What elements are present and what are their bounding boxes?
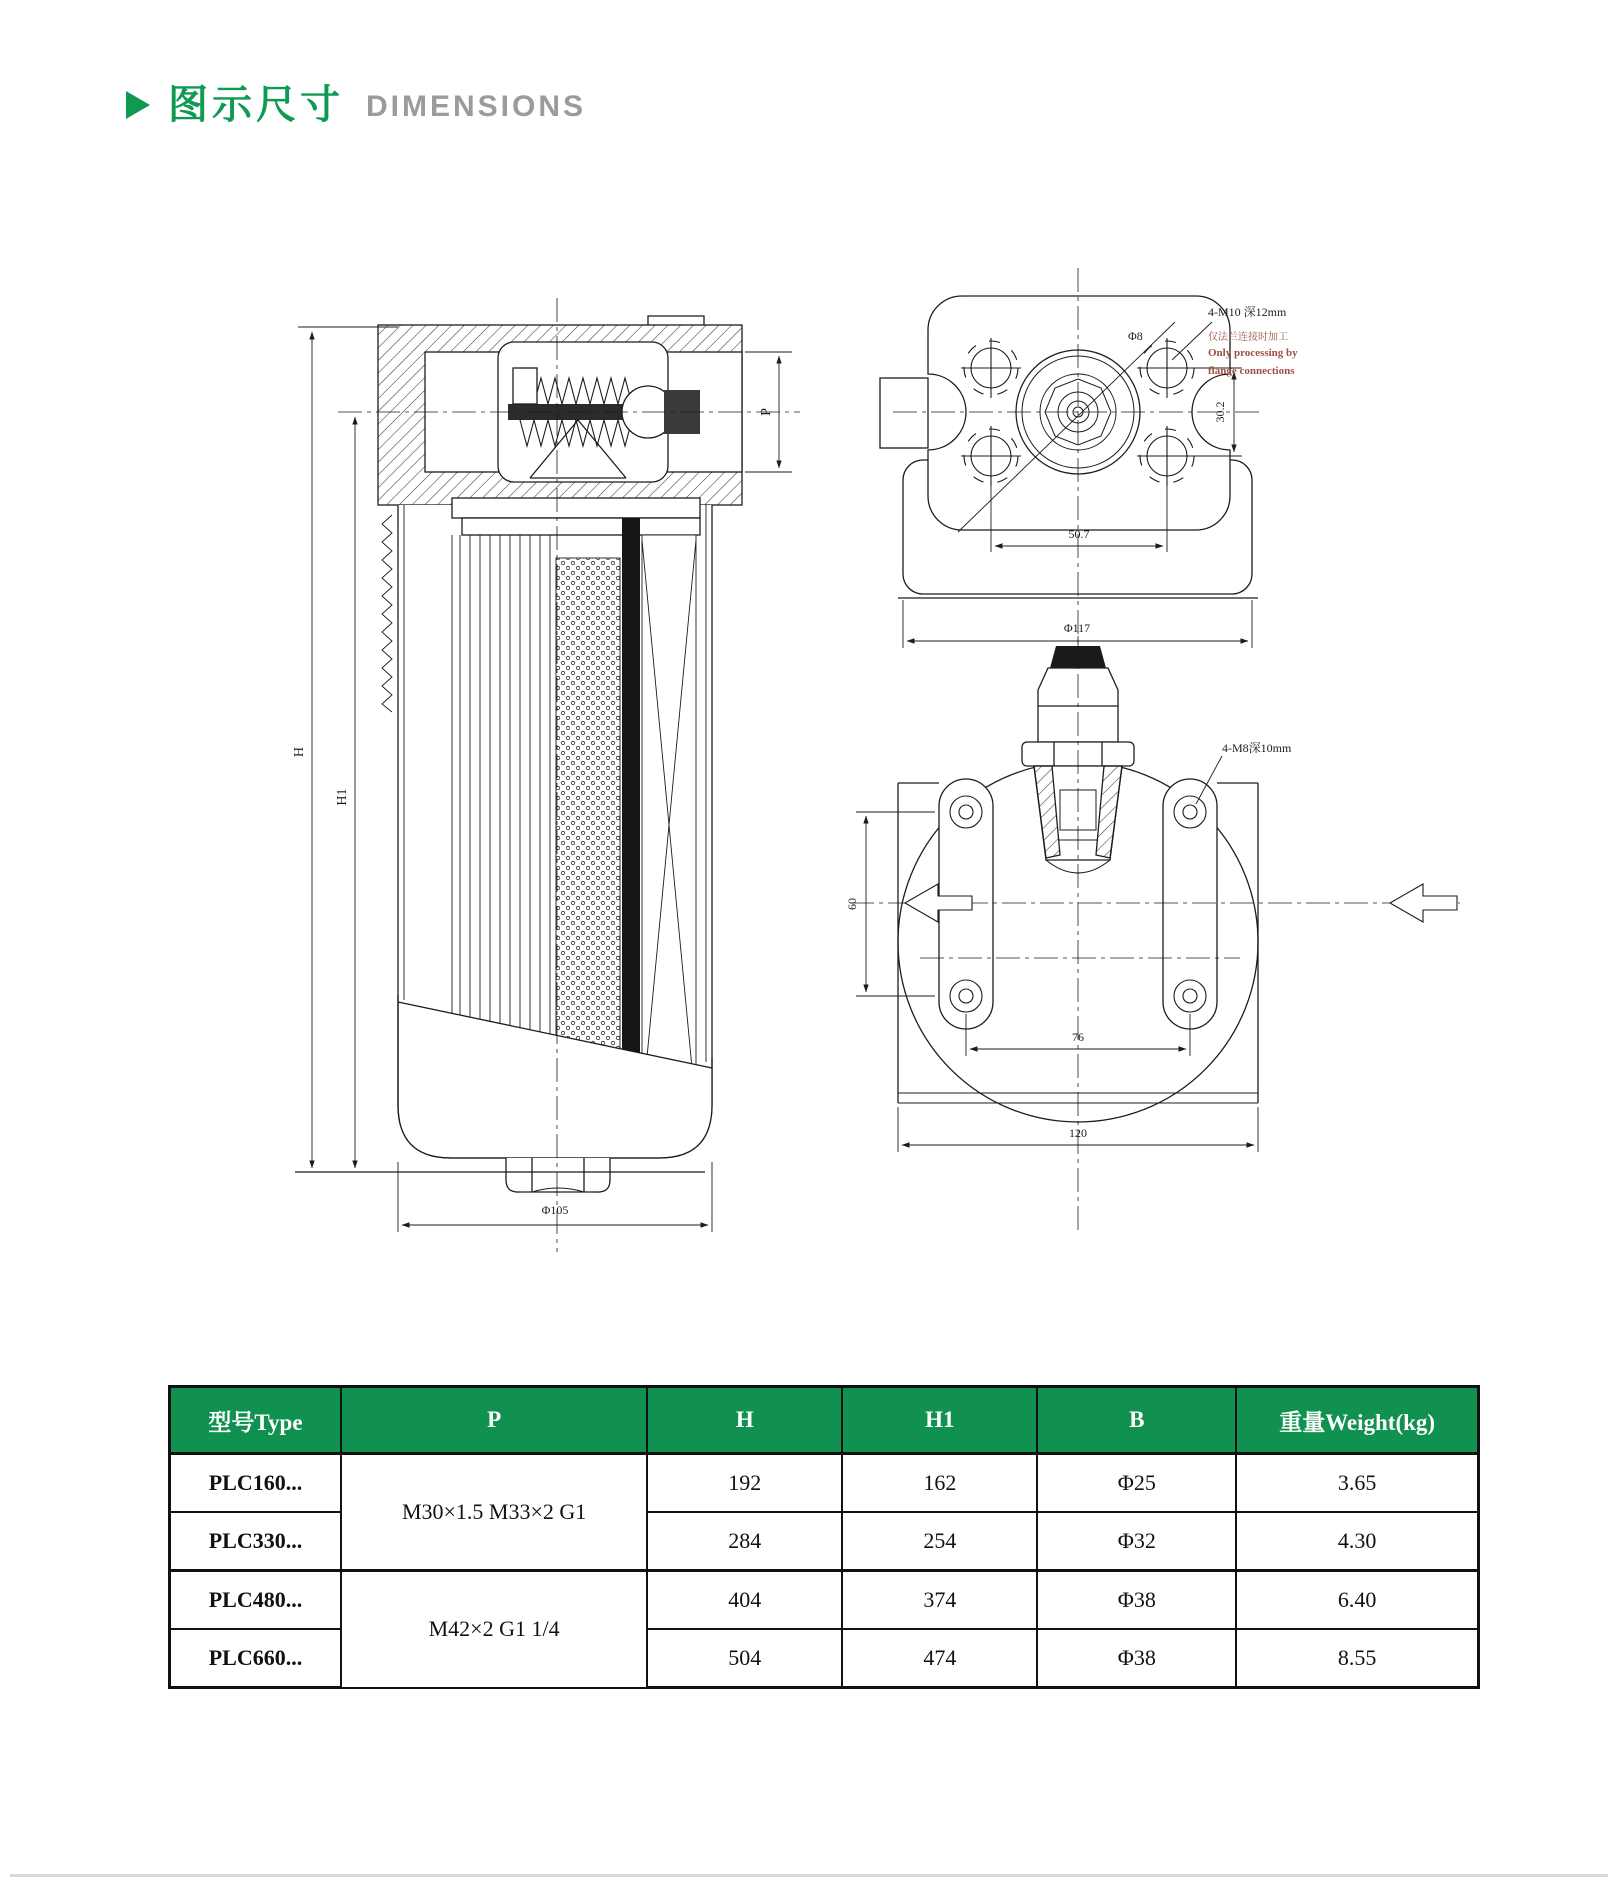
col-header-h1: H1 xyxy=(842,1387,1037,1454)
dim-label-120: 120 xyxy=(1069,1126,1087,1140)
front-view-drawing xyxy=(295,298,800,1252)
cell-b: Φ32 xyxy=(1037,1512,1236,1571)
col-header-weight: 重量Weight(kg) xyxy=(1236,1387,1478,1454)
dim-label-h: H xyxy=(292,746,307,758)
cell-type: PLC160... xyxy=(170,1454,341,1513)
dim-label-head-dia: Φ117 xyxy=(1063,621,1091,635)
table-row xyxy=(170,1571,1479,1630)
cell-b: Φ38 xyxy=(1037,1571,1236,1630)
cell-weight: 8.55 xyxy=(1236,1629,1478,1688)
cell-p-group1: M30×1.5 M33×2 G1 xyxy=(341,1454,647,1571)
cell-h: 284 xyxy=(647,1512,842,1571)
page-footer-rule xyxy=(10,1874,1608,1877)
cell-p-group2: M42×2 G1 1/4 xyxy=(341,1571,647,1688)
dimensions-table xyxy=(168,1385,1480,1689)
bolt-spec-note: 4-M10 深12mm xyxy=(1208,305,1287,319)
dim-label-76: 76 xyxy=(1072,1030,1084,1044)
flange-note-en-2: flange connections xyxy=(1208,365,1295,377)
dim-label-bowl-dia: Φ105 xyxy=(541,1203,569,1217)
col-header-b: B xyxy=(1037,1387,1236,1454)
flange-note-zh: 仅法兰连接时加工 xyxy=(1208,332,1288,343)
cell-h1: 254 xyxy=(842,1512,1037,1571)
cell-h1: 374 xyxy=(842,1571,1037,1630)
col-header-h: H xyxy=(647,1387,842,1454)
table-header-row xyxy=(170,1387,1479,1454)
cell-b: Φ25 xyxy=(1037,1454,1236,1513)
page-title-zh: 图示尺寸 xyxy=(168,83,344,127)
bottom-view-drawing xyxy=(850,636,1460,1235)
dim-label-h1: H1 xyxy=(335,788,350,806)
cell-h: 404 xyxy=(647,1571,842,1630)
cell-h1: 162 xyxy=(842,1454,1037,1513)
page-title-en: DIMENSIONS xyxy=(366,90,587,123)
flange-note-en-1: Only processing by xyxy=(1208,347,1298,359)
cell-type: PLC330... xyxy=(170,1512,341,1571)
cell-weight: 6.40 xyxy=(1236,1571,1478,1630)
bolt-spec-note-2: 4-M8深10mm xyxy=(1222,741,1292,755)
top-view-drawing xyxy=(880,268,1262,652)
cell-type: PLC480... xyxy=(170,1571,341,1630)
dim-label-50-7: 50.7 xyxy=(1068,527,1090,541)
cell-h: 192 xyxy=(647,1454,842,1513)
cell-h1: 474 xyxy=(842,1629,1037,1688)
dim-label-60: 60 xyxy=(845,898,859,910)
dim-label-30-2: 30.2 xyxy=(1213,401,1227,423)
col-header-p: P xyxy=(341,1387,647,1454)
dim-label-p: P xyxy=(759,408,774,416)
cell-weight: 4.30 xyxy=(1236,1512,1478,1571)
col-header-type: 型号Type xyxy=(170,1387,341,1454)
table-row xyxy=(170,1454,1479,1513)
cell-h: 504 xyxy=(647,1629,842,1688)
cell-b: Φ38 xyxy=(1037,1629,1236,1688)
cell-type: PLC660... xyxy=(170,1629,341,1688)
cell-weight: 3.65 xyxy=(1236,1454,1478,1513)
dim-label-hole-dia: Φ8 xyxy=(1128,329,1143,343)
